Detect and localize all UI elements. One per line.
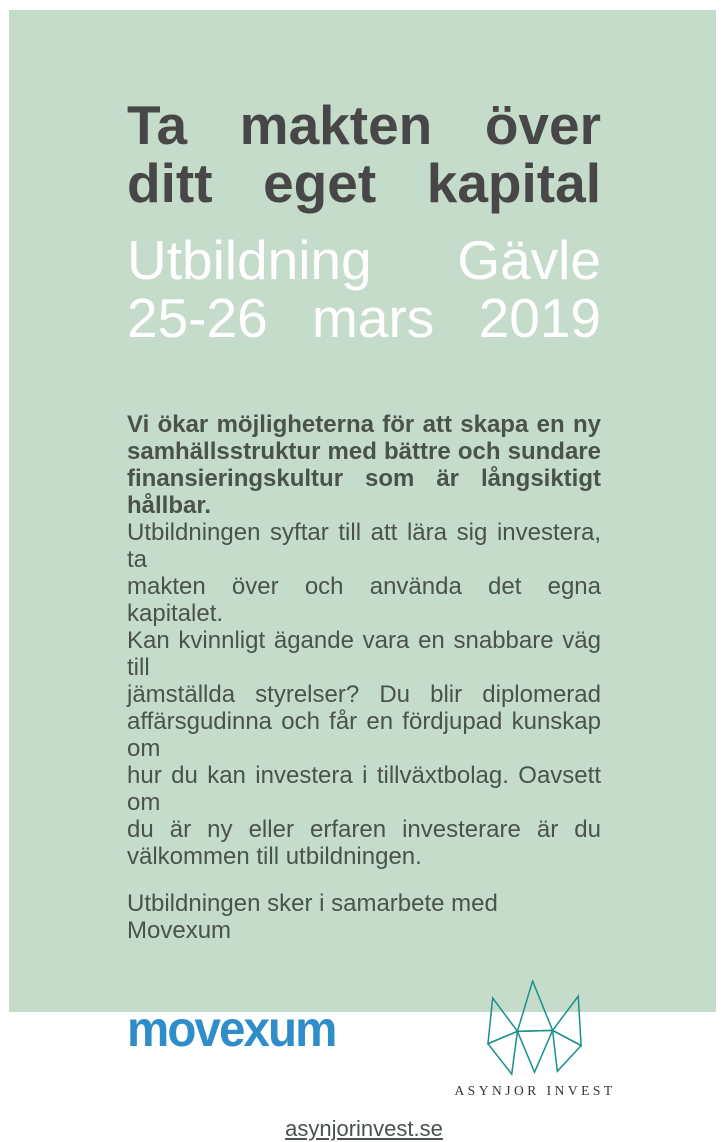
body-line: du är ny eller erfaren investerare är du <box>127 816 601 843</box>
body-line: Kan kvinnligt ägande vara en snabbare väg till <box>127 627 601 681</box>
logos-row <box>127 944 616 1100</box>
partner-line: Utbildningen sker i samarbete med Movexum <box>127 890 498 944</box>
movexum-logo: movexum <box>127 1001 336 1057</box>
body-line: jämställda styrelser? Du blir diplomerad <box>127 681 601 708</box>
poster-title <box>127 10 601 212</box>
body-line: makten över och använda det egna kapitalet. <box>127 573 601 627</box>
asynjor-invest-label: ASYNJOR INVEST <box>454 1083 616 1098</box>
subtitle-line-1: Utbildning Gävle <box>127 229 601 291</box>
body-line: samhällsstruktur med bättre och sundare <box>127 438 601 465</box>
body-line: affärsgudinna och får en fördjupad kunskap om <box>127 708 601 762</box>
body-paragraph <box>127 347 601 870</box>
poster-background <box>9 10 716 1141</box>
body-line: Utbildningen syftar till att lära sig investera, ta <box>127 519 601 573</box>
body-line: hur du kan investera i tillväxtbolag. Oavsett om <box>127 762 601 816</box>
link-row <box>127 1100 601 1142</box>
event-subtitle <box>127 212 601 347</box>
title-line-2: ditt eget kapital <box>127 152 601 214</box>
website-link[interactable]: asynjorinvest.se <box>285 1116 443 1141</box>
poster-content <box>127 10 616 1142</box>
body-line: finansieringskultur som är långsiktigt hållbar. <box>127 465 601 519</box>
asynjor-invest-logo <box>455 980 615 1100</box>
title-line-1: Ta makten över <box>127 94 601 156</box>
body-line: Vi ökar möjligheterna för att skapa en ny <box>127 411 601 438</box>
subtitle-line-2: 25-26 mars 2019 <box>127 287 601 349</box>
body-line: välkommen till utbildningen. <box>127 843 422 870</box>
crown-icon <box>487 980 583 1076</box>
